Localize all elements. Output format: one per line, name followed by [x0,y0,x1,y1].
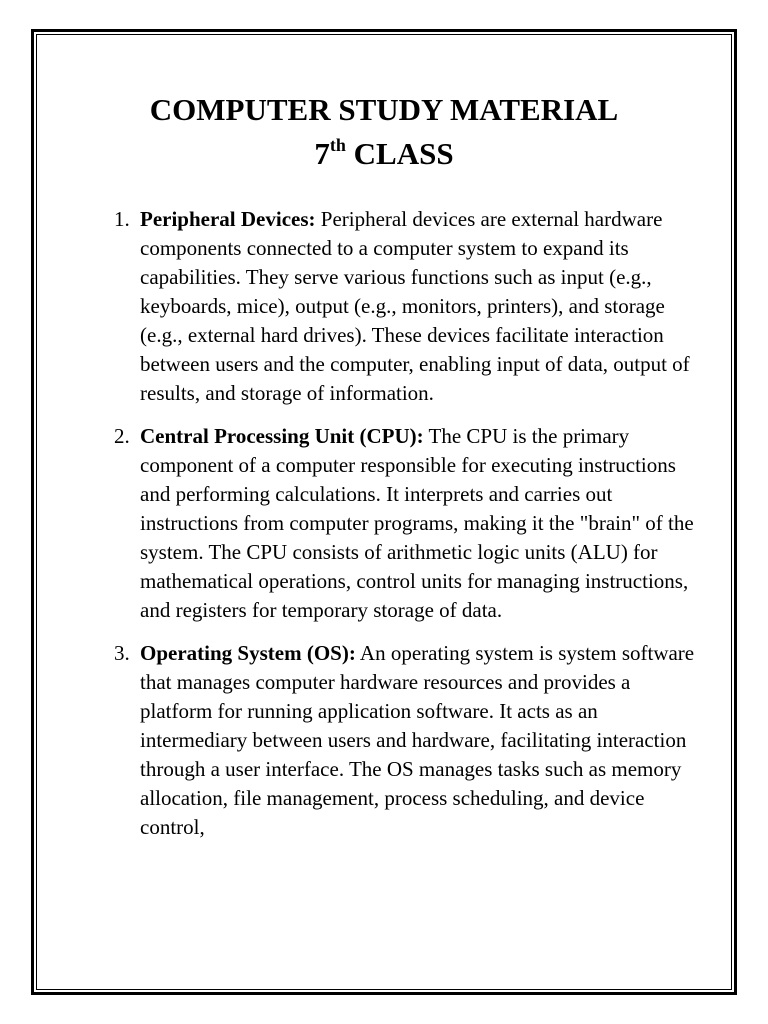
list-item-text: An operating system is system software that manages computer hardware resources and provides a platform for running application software. It acts as an intermediary between users and hardware, facilitating interaction through a user interface. The OS manages tasks such as memory allocation, file management, process scheduling, and device control, [140,641,695,839]
document-title [36,88,732,176]
list-item-term: Central Processing Unit (CPU): [140,424,424,448]
list-item-number: 1. [114,207,130,231]
title-line-2 [36,132,732,176]
title-line-1: COMPUTER STUDY MATERIAL [149,92,619,127]
class-number: 7 [314,136,330,171]
list-item-number: 3. [114,641,130,665]
list-item-term: Peripheral Devices: [140,207,316,231]
list-item-operating-system [114,639,696,842]
list-item-cpu [114,422,696,625]
list-item-text: Peripheral devices are external hardware components connected to a computer system to expand its capabilities. They serve various functions such as input (e.g., keyboards, mice), output (e.g., monitors, printers), and storage (e.g., external hard drives). These devices facilitate interaction between users and the computer, enabling input of data, output of results, and storage of information. [140,207,690,405]
topic-list [114,205,696,856]
list-item-number: 2. [114,424,130,448]
class-number-superscript: th [329,135,346,155]
list-item-term: Operating System (OS): [140,641,356,665]
class-label: CLASS [345,136,454,171]
list-item-peripheral-devices [114,205,696,408]
list-item-text: The CPU is the primary component of a computer responsible for executing instructions and performing calculations. It interprets and carries out instructions from computer programs, making it the "brain" of the system. The CPU consists of arithmetic logic units (ALU) for mathematical operations, control units for managing instructions, and registers for temporary storage of data. [140,424,694,622]
